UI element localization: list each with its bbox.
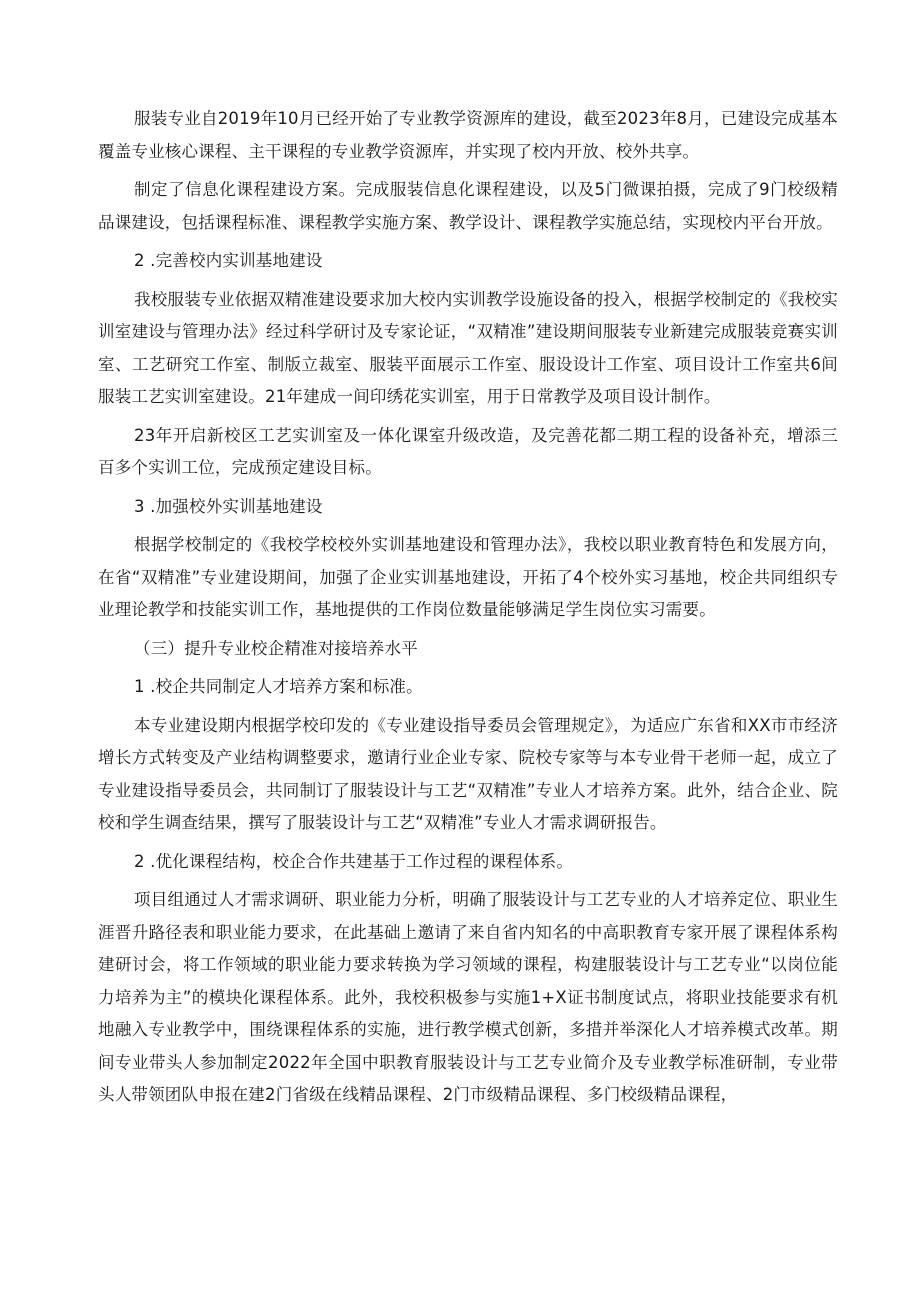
section-heading-course-structure: 2 .优化课程结构，校企合作共建基于工作过程的课程体系。: [134, 851, 574, 871]
document-body: [98, 103, 838, 1118]
paragraph-internal-training-rooms: 我校服装专业依据双精准建设要求加大校内实训教学设施设备的投入，根据学校制定的《我校实训室建设与管理办法》经过科学研讨及专家论证，“双精准”建设期间服装专业新建完成服装竞赛实训室、工艺研究工作室、制版立裁室、服装平面展示工作室、服设设计工作室、项目设计工作室共6间服装工艺实训室建设。21年建成一间印绣花实训室，用于日常教学及项目设计制作。: [98, 289, 838, 406]
section-heading-external-training-base: 3 .加强校外实训基地建设: [134, 496, 323, 516]
paragraph-new-campus-upgrade: 23年开启新校区工艺实训室及一体化课室升级改造，及完善花都二期工程的设备补充，增添三百多个实训工位，完成预定建设目标。: [98, 425, 838, 477]
section-heading-internal-training-base: 2 .完善校内实训基地建设: [134, 251, 323, 270]
section-heading-school-enterprise: （三）提升专业校企精准对接培养水平: [134, 638, 418, 658]
paragraph-steering-committee: 本专业建设期内根据学校印发的《专业建设指导委员会管理规定》，为适应广东省和XX市市经济增长方式转变及产业结构调整要求，邀请行业企业专家、院校专家等与本专业骨干老师一起，成立了专业建设指导委员会，共同制订了服装设计与工艺“双精准”专业人才培养方案。此外，结合企业、院校和学生调查结果，撰写了服装设计与工艺“双精准”专业人才需求调研报告。: [98, 715, 838, 832]
section-heading-talent-plan: 1 .校企共同制定人才培养方案和标准。: [134, 677, 423, 696]
paragraph-informatization-courses: 制定了信息化课程建设方案。完成服装信息化课程建设，以及5门微课拍摄，完成了9门校级精品课建设，包括课程标准、课程教学实施方案、教学设计、课程教学实施总结，实现校内平台开放。: [98, 180, 838, 232]
paragraph-course-system: 项目组通过人才需求调研、职业能力分析，明确了服装设计与工艺专业的人才培养定位、职业生涯晋升路径表和职业能力要求，在此基础上邀请了来自省内知名的中高职教育专家开展了课程体系构建研讨会，将工作领域的职业能力要求转换为学习领域的课程，构建服装设计与工艺专业“以岗位能力培养为主”的模块化课程体系。此外，我校积极参与实施1+X证书制度试点，将职业技能要求有机地融入专业教学中，围绕课程体系的实施，进行教学模式创新，多措并举深化人才培养模式改革。期间专业带头人参加制定2022年全国中职教育服装设计与工艺专业简介及专业教学标准研制，专业带头人带领团队申报在建2门省级在线精品课程、2门市级精品课程、多门校级精品课程，: [98, 890, 838, 1104]
paragraph-external-training-base: 根据学校制定的《我校学校校外实训基地建设和管理办法》，我校以职业教育特色和发展方向，在省“双精准”专业建设期间，加强了企业实训基地建设，开拓了4个校外实习基地，校企共同组织专业理论教学和技能实训工作，基地提供的工作岗位数量能够满足学生岗位实习需要。: [98, 535, 838, 619]
paragraph-resource-library: 服装专业自2019年10月已经开始了专业教学资源库的建设，截至2023年8月，已建设完成基本覆盖专业核心课程、主干课程的专业教学资源库，并实现了校内开放、校外共享。: [98, 109, 838, 161]
